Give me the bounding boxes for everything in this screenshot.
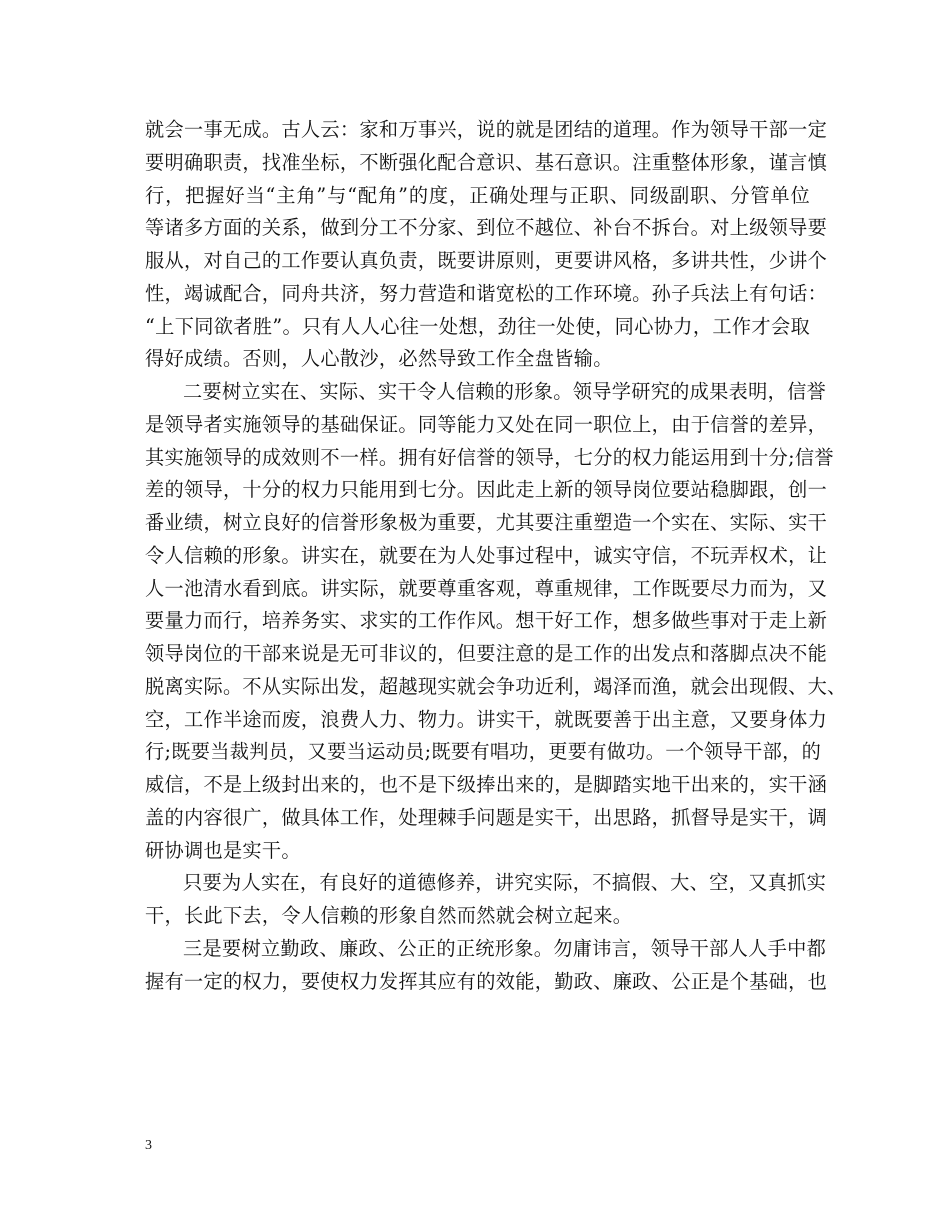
- text-line: 行;既要当裁判员，又要当运动员;既要有唱功，更要有做功。一个领导干部，的: [145, 740, 822, 764]
- text-line: 握有一定的权力，要使权力发挥其应有的效能，勤政、廉政、公正是个基础，也: [145, 969, 828, 993]
- paragraph: [145, 867, 827, 933]
- text-line: 二要树立实在、实际、实干令人信赖的形象。领导学研究的成果表明，信誉: [183, 380, 827, 403]
- paragraph: [145, 376, 847, 867]
- text-line: 空，工作半途而废，浪费人力、物力。讲实干，就既要善于出主意，又要身体力: [145, 707, 828, 731]
- text-line: 令人信赖的形象。讲实在，就要在为人处事过程中，诚实守信，不玩弄权术，让: [145, 543, 828, 567]
- text-line: 干，长此下去，令人信赖的形象自然而然就会树立起来。: [145, 904, 633, 927]
- text-line: 要量力而行，培养务实、求实的工作作风。想干好工作，想多做些事对于走上新: [145, 609, 828, 633]
- text-line: 研协调也是实干。: [145, 838, 301, 862]
- paragraph: [145, 933, 828, 999]
- text-line: 盖的内容很广，做具体工作，处理棘手问题是实干，出思路，抓督导是实干，调: [145, 805, 828, 829]
- text-line: 脱离实际。不从实际出发，超越现实就会争功近利，竭泽而渔，就会出现假、大、: [145, 674, 847, 698]
- document-body: [145, 114, 847, 998]
- text-line: 威信，不是上级封出来的，也不是下级捧出来的，是脚踏实地干出来的，实干涵: [145, 773, 828, 796]
- text-line: 番业绩，树立良好的信誉形象极为重要，尤其要注重塑造一个实在、实际、实干: [145, 511, 828, 534]
- page-number: 3: [145, 1138, 152, 1153]
- text-line: 性，竭诚配合，同舟共济，努力营造和谐宽松的工作环境。孙子兵法上有句话：: [145, 281, 828, 305]
- text-line: 差的领导，十分的权力只能用到七分。因此走上新的领导岗位要站稳脚跟，创一: [145, 478, 828, 502]
- text-line: 领导岗位的干部来说是无可非议的，但要注意的是工作的出发点和落脚点决不能: [145, 642, 828, 665]
- paragraph: [145, 114, 828, 376]
- text-line: 要明确职责，找准坐标，不断强化配合意识、基石意识。注重整体形象，谨言慎: [145, 150, 828, 174]
- text-line: 人一池清水看到底。讲实际，就要尊重客观，尊重规律，工作既要尽力而为，又: [145, 576, 828, 600]
- text-line: “上下同欲者胜”。只有人人心往一处想，劲往一处使，同心协力，工作才会取: [145, 314, 810, 338]
- text-line: 行，把握好当“主角”与“配角”的度，正确处理与正职、同级副职、分管单位: [145, 183, 810, 207]
- text-line: 等诸多方面的关系，做到分工不分家、到位不越位、补台不拆台。对上级领导要: [145, 216, 828, 240]
- text-line: 三是要树立勤政、廉政、公正的正统形象。勿庸讳言，领导干部人人手中都: [183, 936, 827, 960]
- text-line: 是领导者实施领导的基础保证。同等能力又处在同一职位上，由于信誉的差异，: [145, 412, 828, 436]
- text-line: 就会一事无成。古人云：家和万事兴，说的就是团结的道理。作为领导干部一定: [145, 118, 828, 141]
- text-line: 服从，对自己的工作要认真负责，既要讲原则，更要讲风格，多讲共性，少讲个: [145, 249, 828, 272]
- text-line: 其实施领导的成效则不一样。拥有好信誉的领导，七分的权力能运用到十分;信誉: [145, 445, 834, 469]
- text-line: 只要为人实在，有良好的道德修养，讲究实际，不搞假、大、空，又真抓实: [183, 871, 827, 895]
- text-line: 得好成绩。否则，人心散沙，必然导致工作全盘皆输。: [145, 347, 613, 371]
